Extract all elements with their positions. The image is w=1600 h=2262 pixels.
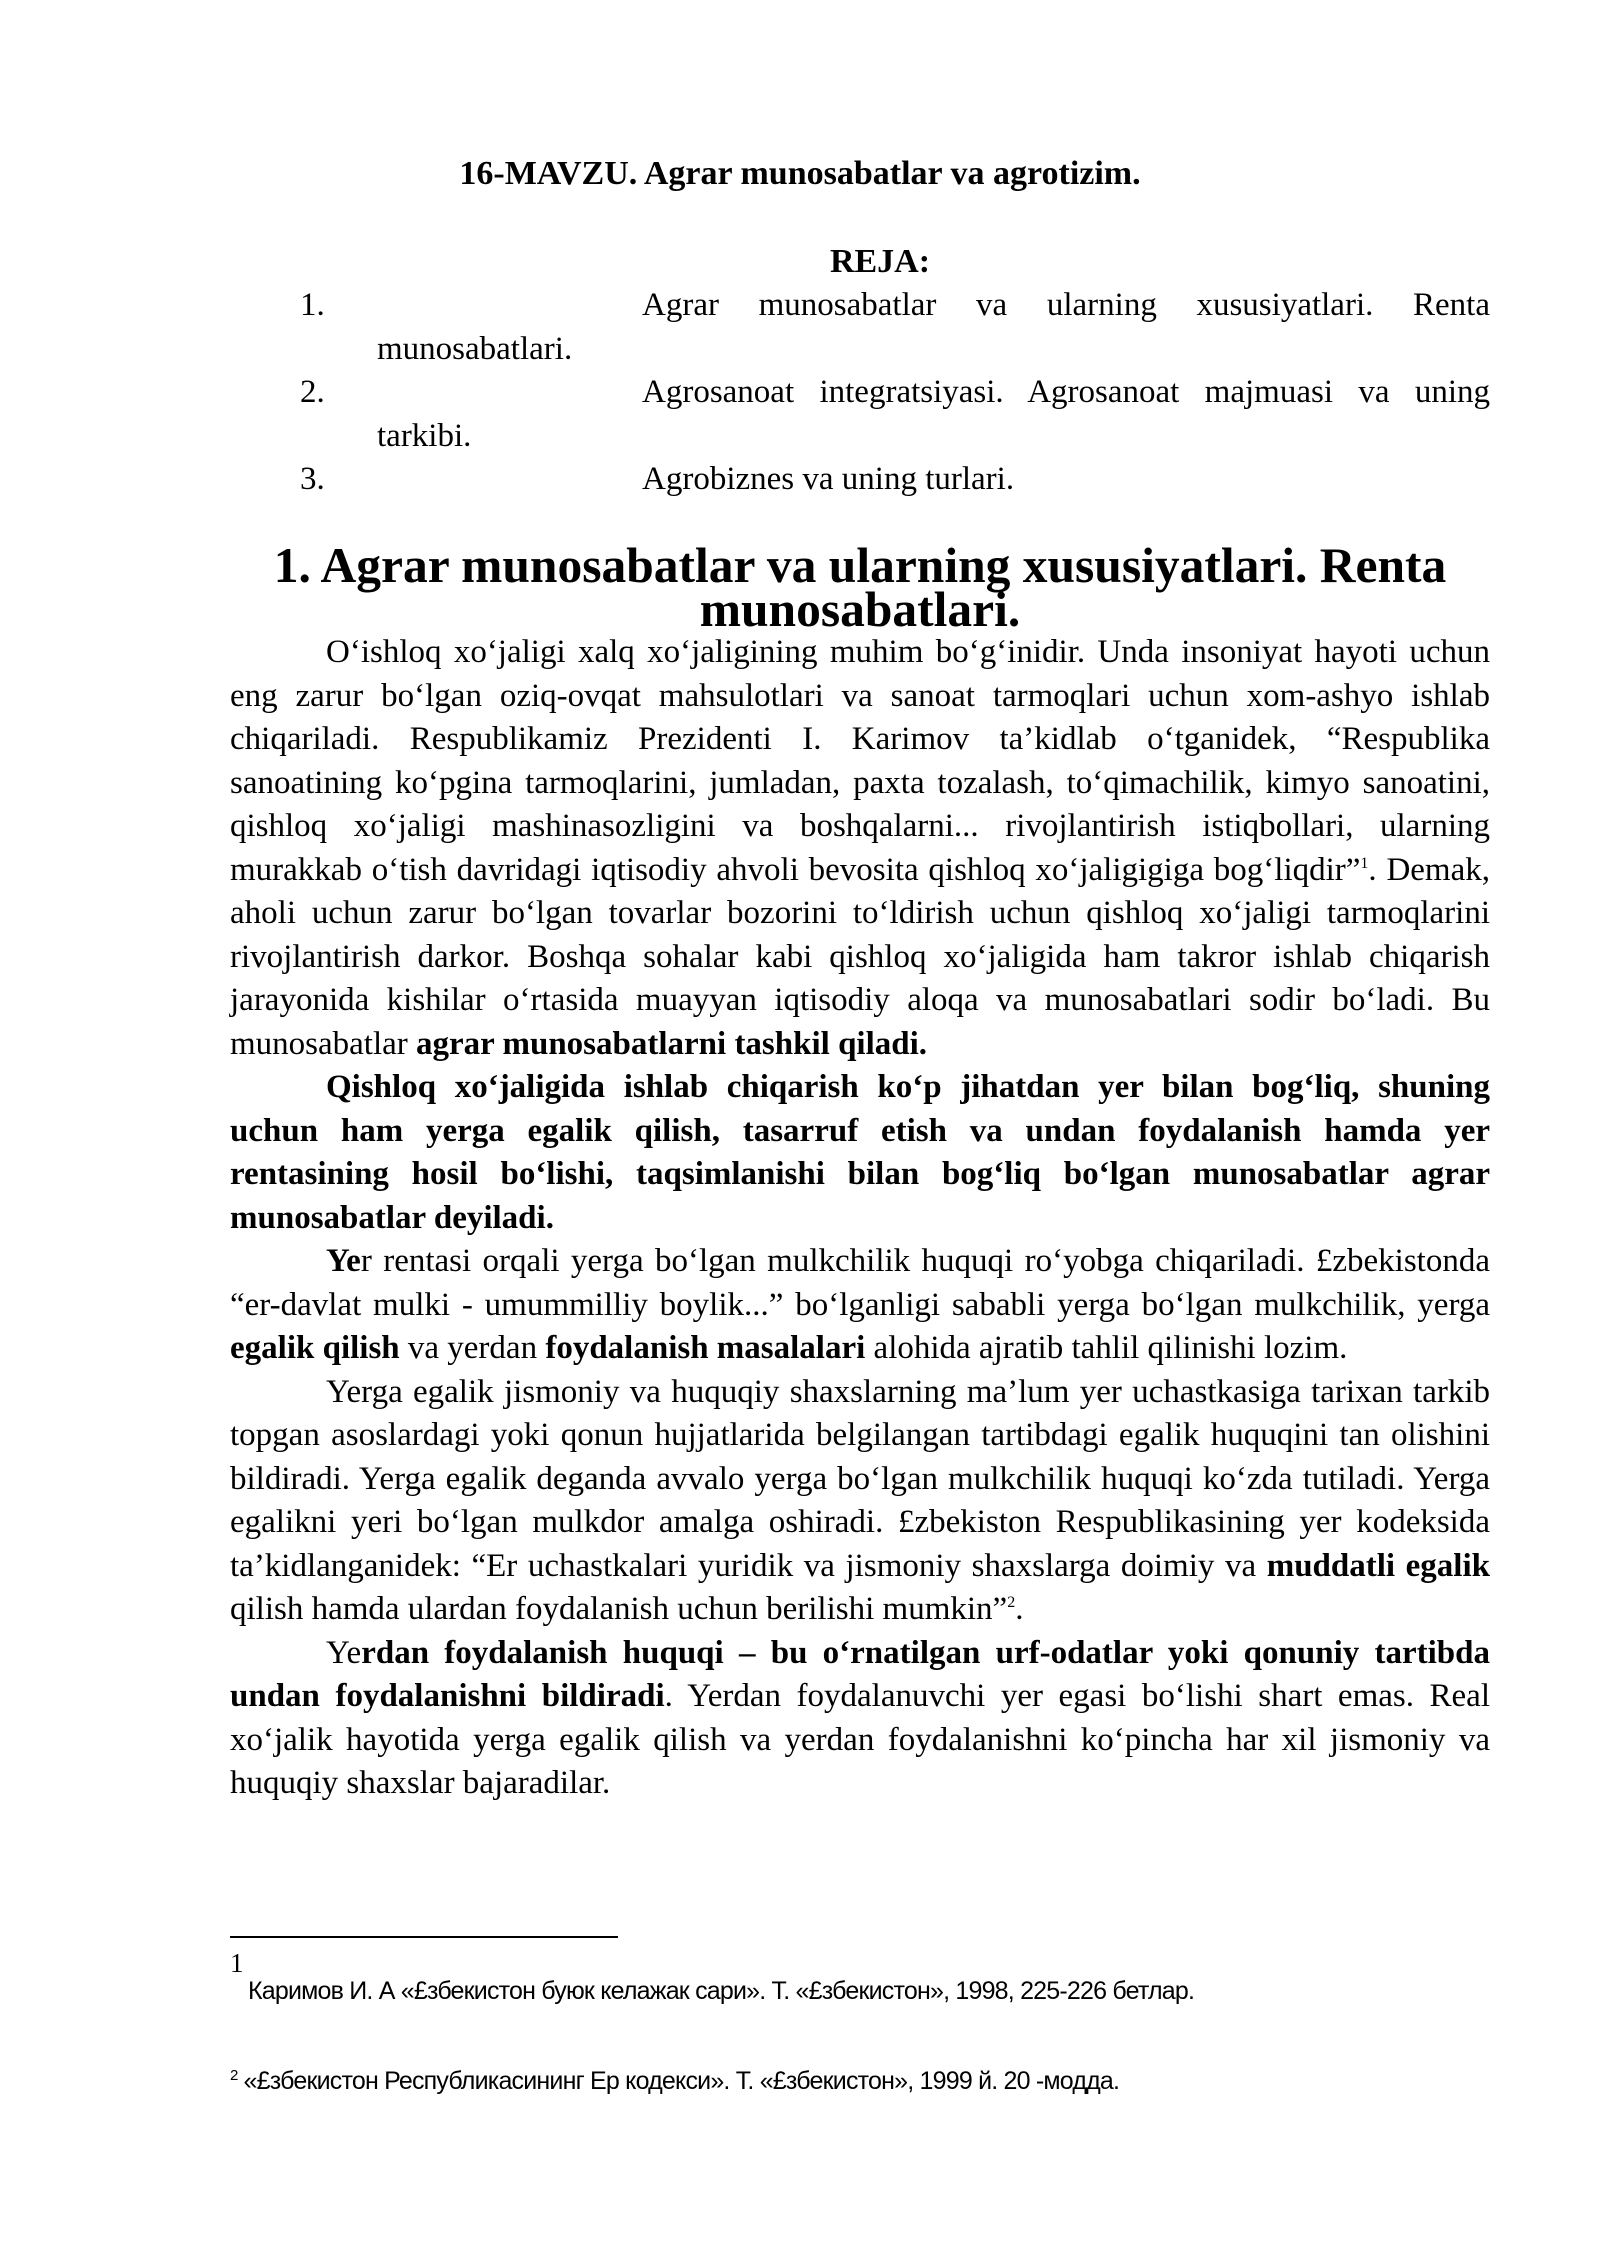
bold-run: muddatli egalik — [1266, 1547, 1490, 1584]
text-run: Ye — [326, 1634, 362, 1671]
paragraph-definition — [230, 1066, 1490, 1240]
text-run: alohida ajratib tahlil qilinishi lozim. — [865, 1330, 1348, 1366]
text-run: . — [1015, 1591, 1024, 1627]
footnote-separator — [230, 1936, 618, 1938]
plan-item-number: 3. — [300, 461, 325, 497]
footnote-text: «£збекистон Республикасининг Ер кодекси». Т. «£збекистон», 1999 й. 20 -модда. — [243, 2067, 1120, 2095]
paragraph-land-use — [230, 1632, 1490, 1806]
plan-item-number: 2. — [300, 374, 325, 410]
plan-item-text: Agrosanoat integratsiyasi. Agrosanoat majmuasi va uning tarkibi. — [377, 374, 1490, 454]
footnote-ref: 2 — [1007, 1594, 1016, 1611]
bold-run: foydalanish masalalari — [545, 1330, 866, 1366]
bold-run: Ye — [326, 1243, 361, 1279]
bold-run: egalik qilish — [230, 1330, 400, 1366]
page-title: 16-MAVZU. Agrar munosabatlar va agrotizim. — [459, 155, 1141, 192]
footnote-ref: 1 — [1360, 854, 1369, 872]
plan-item-text: Agrar munosabatlar va ularning xususiyatlari. Renta munosabatlari. — [377, 287, 1490, 367]
plan-item-text: Agrobiznes va uning turlari. — [642, 461, 1015, 497]
footnote — [230, 2066, 1490, 2096]
paragraph-intro — [230, 631, 1490, 1066]
body-text — [230, 538, 1490, 1806]
paragraph-rent — [230, 1240, 1490, 1371]
paragraph-ownership — [230, 1371, 1490, 1632]
section-heading: 1. Agrar munosabatlar va ularning xususiyatlari. Renta munosabatlari. — [273, 538, 1447, 637]
plan-item-number: 1. — [300, 287, 325, 323]
footnote — [230, 1950, 1490, 2006]
text-run: . Demak, aholi uchun zarur bo‘lgan tovarlar bozorini to‘ldirish uchun qishloq xo‘jaligi tarmoqlarini rivojlantirish darkor. Boshqa sohalar kabi qishloq xo‘jaligida ham takror ishlab chiqarish jarayonida kishilar o‘rtasida muayyan iqtisodiy aloqa va munosabatlari sodir bo‘ladi. Bu munosabatlar — [230, 851, 1490, 1062]
text-run: va yerdan — [399, 1330, 546, 1366]
plan-item — [230, 458, 1490, 502]
bold-run: agrar munosabatlarni tashkil qiladi. — [416, 1025, 928, 1062]
footnote-mark: 1 — [230, 1948, 244, 1978]
text-run: . Yerdan foydalanuvchi yer egasi bo‘lishi shart emas. Real xo‘jalik hayotida yerga egalik qilish va yerdan foydalanishni ko‘pincha har xil jismoniy va huquqiy shaxslar bajaradilar. — [230, 1678, 1490, 1801]
text-run: Yerga egalik jismoniy va huquqiy shaxslarning ma’lum yer uchastkasiga tarixan tarkib topgan asoslardagi yoki qonun hujjatlarida belgilangan tartibdagi egalik huquqini tan olishini bildiradi. Yerga egalik deganda avvalo yerga bo‘lgan mulkchilik huquqi ko‘zda tutiladi. Yerga egalikni yeri bo‘lgan mulkdor amalga oshiradi. £zbekiston Respublikasining yer kodeksida ta’kidlanganidek: “Er uchastkalari yuridik va jismoniy shaxslarga doimiy va — [230, 1373, 1490, 1584]
footnote-text: Каримов И. А «£збекистон буюк келажак сари». Т. «£збекистон», 1998, 225-226 бетлар. — [248, 1977, 1195, 2005]
plan-list — [230, 284, 1490, 502]
plan-heading: REJA: — [829, 243, 931, 280]
plan-item — [230, 371, 1490, 458]
footnote-mark: 2 — [230, 2066, 238, 2084]
text-run: O‘ishloq xo‘jaligi xalq xo‘jaligining muhim bo‘g‘inidir. Unda insoniyat hayoti uchun eng zarur bo‘lgan oziq-ovqat mahsulotlari va sanoat tarmoqlari uchun xom-ashyo ishlab chiqariladi. Respublikamiz Prezidenti I. Karimov ta’kidlab o‘tganidek, “Respublika sanoatining ko‘pgina tarmoqlarini, jumladan, paxta tozalash, to‘qimachilik, kimyo sanoatini, qishloq xo‘jaligi mashinasozligini va boshqalarni... rivojlantirish istiqbollari, ularning murakkab o‘tish davridagi iqtisodiy ahvoli bevosita qishloq xo‘jaligigiga bog‘liqdir” — [230, 634, 1490, 888]
text-run: qilish hamda ulardan foydalanish uchun berilishi mumkin” — [230, 1591, 1008, 1627]
bold-run: Qishloq xo‘jaligida ishlab chiqarish ko‘p jihatdan yer bilan bog‘liq, shuning uchun ham yerga egalik qilish, tasarruf etish va undan foydalanish hamda yer rentasining hosil bo‘lishi, taqsimlanishi bilan bog‘liq bo‘lgan munosabatlar agrar munosabatlar deyiladi. — [230, 1069, 1490, 1236]
bold-run: rdan foydalanish huquqi – bu o‘rnatilgan urf-odatlar yoki qonuniy tartibda undan foydalanishni bildiradi — [230, 1634, 1490, 1714]
text-run: r rentasi orqali yerga bo‘lgan mulkchilik huquqi ro‘yobga chiqariladi. £zbekistonda “er-davlat mulki - umummilliy boylik...” bo‘lganligi sababli yerga bo‘lgan mulkchilik, yerga — [230, 1243, 1490, 1323]
plan-item — [230, 284, 1490, 371]
